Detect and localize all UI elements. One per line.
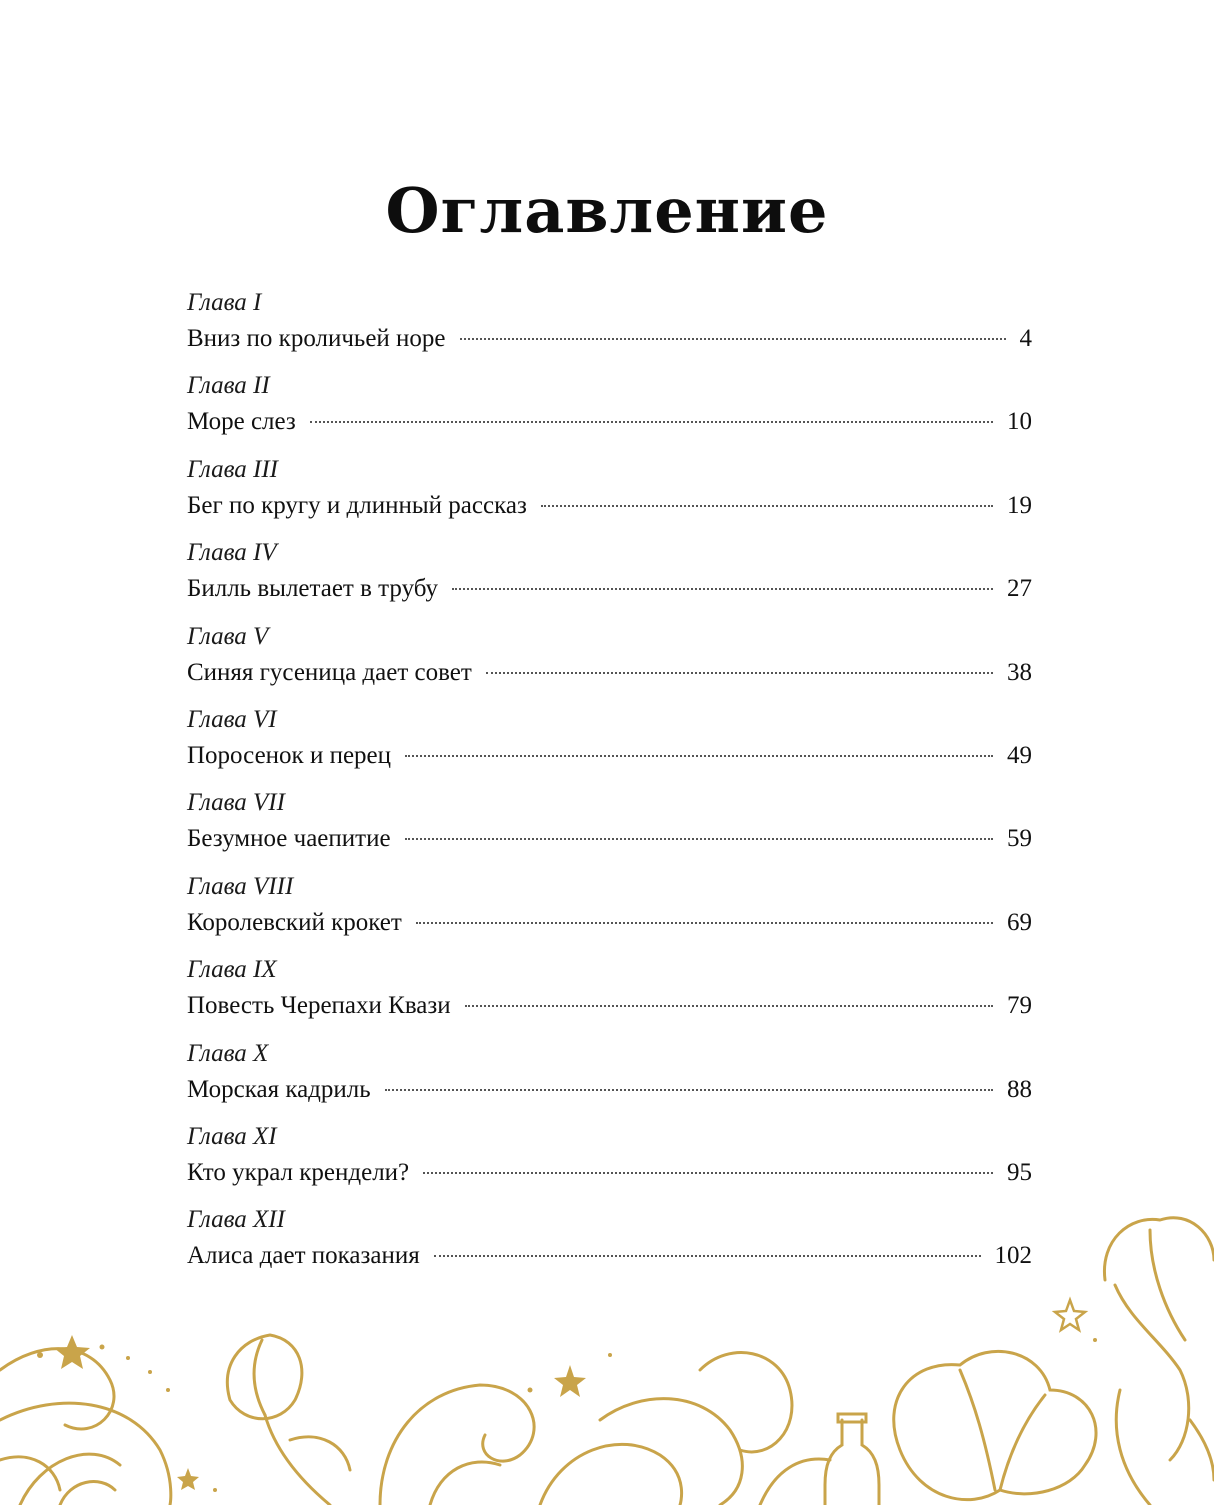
toc-entry[interactable] [187,288,1032,371]
chapter-title: Алиса дает показания [187,1242,420,1270]
table-of-contents [187,288,1032,1289]
dot-leader [385,1089,993,1091]
page-number: 38 [1007,658,1032,686]
dot-leader [310,421,993,423]
chapter-label: Глава VIII [187,872,294,900]
page-number: 69 [1007,908,1032,936]
chapter-title: Кто украл крендели? [187,1158,410,1186]
chapter-title: Королевский крокет [187,908,402,936]
toc-entry[interactable] [187,705,1032,788]
page-number: 19 [1007,491,1032,519]
chapter-label: Глава X [187,1039,269,1067]
toc-entry[interactable] [187,955,1032,1038]
page-number: 59 [1007,825,1032,853]
dot-leader [452,588,993,590]
chapter-title: Билль вылетает в трубу [187,575,439,603]
dot-leader [465,1005,993,1007]
dot-leader [416,922,993,924]
dot-leader [405,755,993,757]
page-number: 27 [1007,575,1032,603]
chapter-title: Безумное чаепитие [187,825,391,853]
toc-entry[interactable] [187,622,1032,705]
chapter-label: Глава VI [187,705,277,733]
page-number: 79 [1007,992,1032,1020]
page-number: 4 [1019,325,1032,352]
chapter-label: Глава II [187,372,270,400]
page-number: 95 [1007,1158,1032,1186]
toc-entry[interactable] [187,1039,1032,1122]
dot-leader [486,672,993,674]
toc-entry[interactable] [187,371,1032,454]
chapter-label: Глава I [187,289,262,316]
dot-leader [423,1172,993,1174]
toc-entry[interactable] [187,538,1032,621]
page-number: 102 [994,1242,1032,1270]
toc-entry[interactable] [187,455,1032,538]
gold-floral-ornament [0,1190,1214,1505]
chapter-label: Глава IV [187,539,277,567]
page-number: 10 [1007,408,1032,436]
chapter-label: Глава XI [187,1122,277,1150]
chapter-label: Глава V [187,622,269,650]
chapter-title: Синяя гусеница дает совет [187,658,472,686]
chapter-title: Море слез [187,408,296,436]
page-number: 88 [1007,1075,1032,1103]
chapter-title: Морская кадриль [187,1075,371,1103]
dot-leader [541,505,993,507]
dot-leader [405,838,993,840]
page-title: Оглавление [385,173,829,247]
chapter-title: Поросенок и перец [187,741,392,769]
chapter-title: Повесть Черепахи Квази [187,992,451,1020]
chapter-label: Глава VII [187,789,285,817]
dot-leader [460,338,1006,340]
chapter-label: Глава XII [187,1206,285,1234]
chapter-title: Бег по кругу и длинный рассказ [187,491,527,519]
toc-entry[interactable] [187,872,1032,955]
chapter-title: Вниз по кроличьей норе [187,325,446,352]
chapter-label: Глава III [187,455,279,483]
chapter-label: Глава IX [187,956,277,984]
toc-entry[interactable] [187,788,1032,871]
page-number: 49 [1007,741,1032,769]
